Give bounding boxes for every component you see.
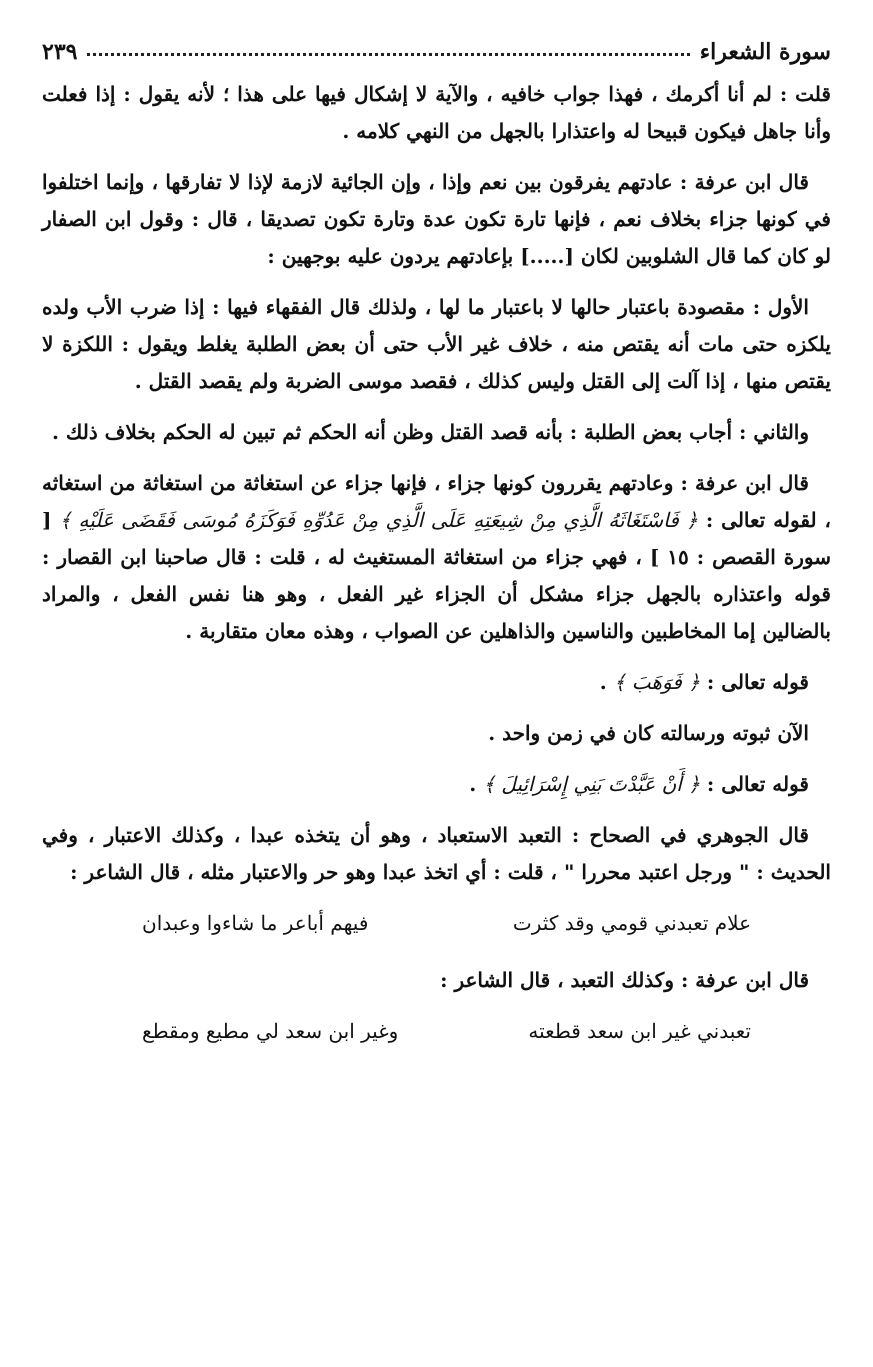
- poetry-verse-2: [42, 1013, 831, 1050]
- poetry-verse-1: [42, 905, 831, 942]
- page-header: [42, 36, 831, 68]
- page-number: ٢٣٩: [42, 39, 78, 65]
- paragraph-8: [42, 766, 831, 803]
- paragraph-10: قال ابن عرفة : وكذلك التعبد ، قال الشاعر :: [440, 968, 809, 992]
- header-dotted-leader: [87, 53, 689, 56]
- paragraph-6-end: .: [599, 670, 607, 694]
- paragraph-5-rest: [ سورة القصص : ١٥ ] ، فهي جزاء من استغاثة المستغيث له ، قلت : قال صاحبنا ابن القصار : قوله واعتذاره بالجهل جزاء مشكل أن الجزاء غير الفعل ، وهو هنا نفس الفعل ، والمراد بالضالين إما المخاطبين والناسين والذاهلين عن الصواب ، وهذه معان متقاربة .: [42, 508, 831, 643]
- paragraph-5-intro: قال ابن عرفة : وعادتهم يقررون كونها جزاء ، فإنها جزاء عن استغاثة من استغاثة من استغاثه ، لقوله تعالى :: [42, 471, 831, 532]
- paragraph-8-end: .: [469, 772, 477, 796]
- surah-title: سورة الشعراء: [699, 39, 831, 65]
- quran-quote-qasas: ﴿ فَاسْتَغَاثَهُ الَّذِي مِنْ شِيعَتِهِ عَلَى الَّذِي مِنْ عَدُوِّهِ فَوَكَزَهُ مُوسَى فَقَضَى عَلَيْهِ ﴾: [59, 508, 698, 532]
- quran-quote-fawahaba: ﴿ فَوَهَبَ ﴾: [613, 670, 700, 694]
- paragraph-5: [42, 465, 831, 650]
- paragraph-6-intro: قوله تعالى :: [706, 670, 809, 694]
- paragraph-9: قال الجوهري في الصحاح : التعبد الاستعباد ، وهو أن يتخذه عبدا ، وكذلك الاعتبار ، وفي الحديث : " ورجل اعتبد محررا " ، قلت : أي اتخذ عبدا وهو حر والاعتبار مثله ، قال الشاعر :: [42, 823, 831, 884]
- paragraph-8-intro: قوله تعالى :: [706, 772, 809, 796]
- paragraph-6: [42, 664, 831, 701]
- paragraph-1: قلت : لم أنا أكرمك ، فهذا جواب خافيه ، والآية لا إشكال فيها على هذا ؛ لأنه يقول : إذا فعلت وأنا جاهل فيكون قبيحا له واعتذارا بالجهل من النهي كلامه .: [42, 82, 831, 143]
- verse-2-first-hemistich: تعبدني غير ابن سعد قطعته: [528, 1019, 751, 1043]
- verse-2-second-hemistich: وغير ابن سعد لي مطيع ومقطع: [142, 1019, 399, 1043]
- paragraph-2: قال ابن عرفة : عادتهم يفرقون بين نعم وإذا ، وإن الجائية لازمة لإذا لا تفارقها ، وإنما اختلفوا في كونها جزاء بخلاف نعم ، فإنها تارة تكون عدة وتارة تكون تصديقا ، قال : وقول ابن الصفار لو كان كما قال الشلوبين لكان [.....] بإعادتهم يردون عليه بوجهين :: [42, 170, 831, 268]
- paragraph-3: الأول : مقصودة باعتبار حالها لا باعتبار ما لها ، ولذلك قال الفقهاء فيها : إذا ضرب الأب ولده يلكزه حتى مات أنه يقتص منه ، خلاف غير الأب حتى أن بعض الطلبة يغلط ويقول : اللكزة لا يقتص منها ، إذا آلت إلى القتل وليس كذلك ، فقصد موسى الضربة ولم يقصد القتل .: [42, 295, 831, 393]
- quran-quote-abbadta: ﴿ أَنْ عَبَّدْتَ بَنِي إِسْرَائِيلَ ﴾: [483, 772, 700, 796]
- verse-1-first-hemistich: علام تعبدني قومي وقد كثرت: [512, 911, 751, 935]
- paragraph-4: والثاني : أجاب بعض الطلبة : بأنه قصد القتل وظن أنه الحكم ثم تبين له الحكم بخلاف ذلك .: [51, 420, 809, 444]
- paragraph-7: الآن ثبوته ورسالته كان في زمن واحد .: [488, 721, 809, 745]
- verse-1-second-hemistich: فيهم أباعر ما شاءوا وعبدان: [142, 911, 369, 935]
- page-body: [42, 76, 831, 1070]
